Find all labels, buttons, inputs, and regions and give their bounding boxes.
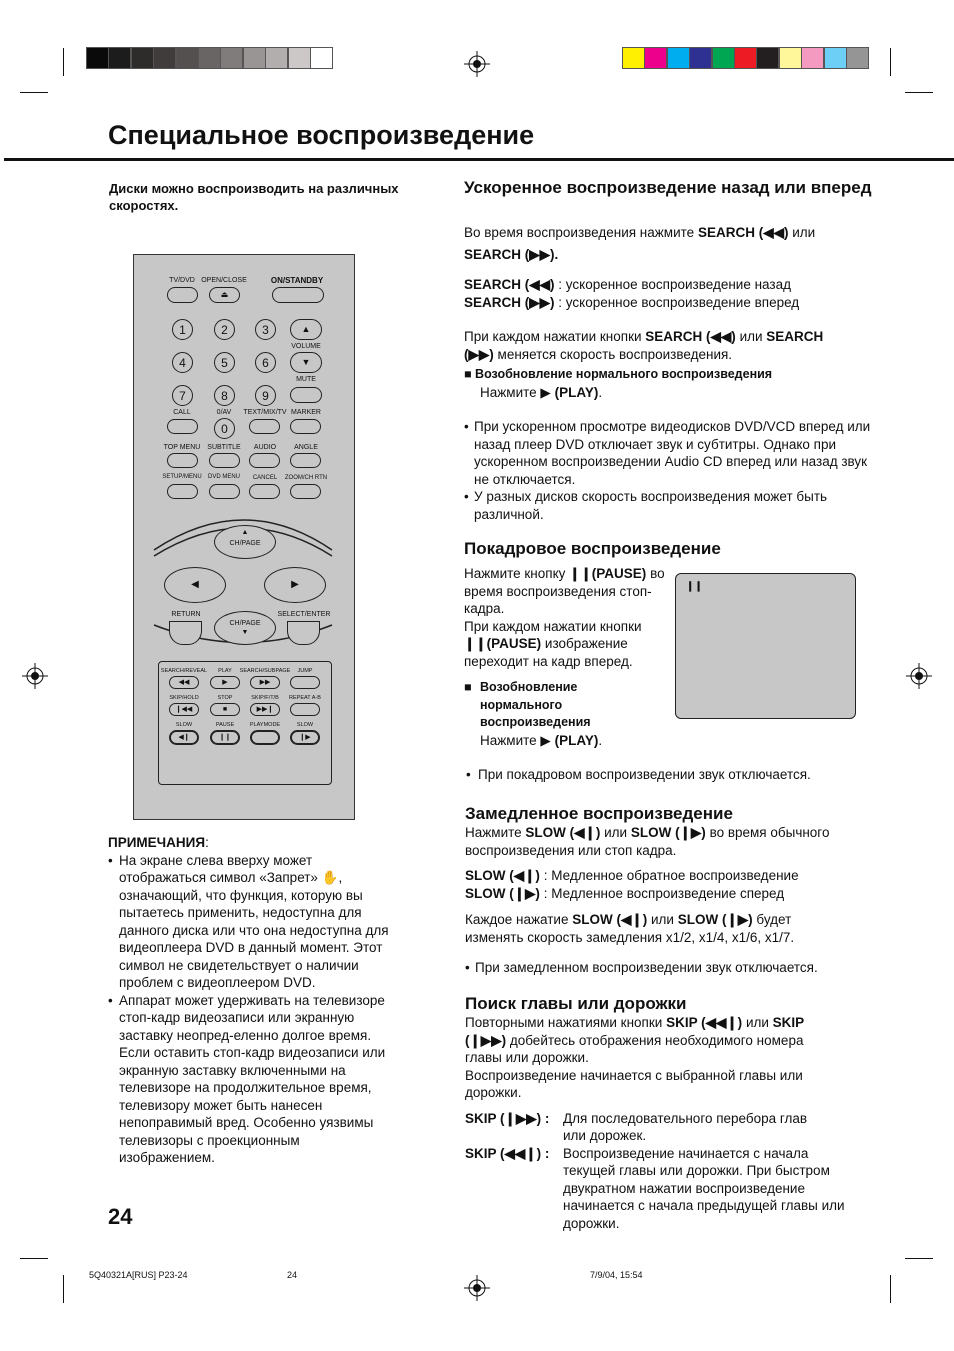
- right-arrow-button: [264, 567, 326, 603]
- remote-label: ON/STANDBY: [270, 276, 324, 285]
- text-line: Нажмите ▶ (PLAY).: [480, 384, 603, 400]
- search-text: [464, 224, 874, 523]
- remote-label: SLOW: [296, 722, 314, 728]
- digit-8-button: 8: [214, 385, 235, 406]
- playmode-button: [250, 730, 280, 745]
- text: воспроизведения или стоп кадра.: [465, 842, 677, 858]
- notes-colon: :: [205, 835, 209, 850]
- pause-icon: ❙❙: [569, 566, 592, 581]
- text: При замедленном воспроизведении звук отключается.: [475, 960, 818, 975]
- remote-label: MUTE: [296, 376, 316, 383]
- text: или: [650, 912, 674, 927]
- dvd-menu-button: [209, 484, 240, 499]
- registration-mark-icon: [22, 663, 48, 689]
- remote-label: OPEN/CLOSE: [201, 277, 247, 284]
- registration-mark-icon: [464, 51, 490, 77]
- text-line: [465, 842, 875, 860]
- text: или: [604, 825, 628, 840]
- skip-forward-button: ▶▶❙: [250, 703, 280, 716]
- text-line: [465, 929, 875, 947]
- text: (PLAY): [554, 384, 599, 400]
- return-button: [169, 621, 202, 645]
- text: SLOW (❙▶): [630, 825, 706, 840]
- digit-4-button: 4: [172, 352, 193, 373]
- color-swatch: [801, 47, 824, 69]
- top-menu-button: [167, 453, 198, 468]
- text: Нажмите кнопку: [464, 566, 566, 581]
- skip-back-button: ❙◀◀: [169, 703, 199, 716]
- gray-swatch: [176, 47, 199, 69]
- eject-icon: ⏏: [220, 290, 229, 299]
- text: меняется скорость воспроизведения.: [497, 346, 733, 362]
- remote-label: ZOOM/CH RTN: [284, 475, 328, 481]
- color-swatch: [644, 47, 667, 69]
- text: SEARCH (◀◀): [464, 277, 555, 292]
- text: Нажмите: [480, 384, 537, 400]
- mute-button: [290, 387, 322, 403]
- remote-label: SUBTITLE: [207, 444, 241, 451]
- title-rule: [4, 158, 954, 161]
- color-swatch: [712, 47, 735, 69]
- digit-6-button: 6: [255, 352, 276, 373]
- text: добейтесь отображения необходимого номера: [509, 1032, 804, 1048]
- text: (PLAY): [554, 732, 599, 748]
- footer-code: 5Q40321A[RUS] P23-24: [89, 1270, 188, 1280]
- notes-heading: ПРИМЕЧАНИЯ: [108, 835, 206, 850]
- text-line: [464, 294, 874, 312]
- remote-label: SEARCH/SUBPAGE: [239, 668, 291, 674]
- text: Каждое нажатие: [465, 912, 569, 927]
- setup-menu-button: [167, 484, 198, 499]
- page-title: Специальное воспроизведение: [108, 120, 535, 150]
- zoom-button: [290, 484, 321, 499]
- text: или: [739, 329, 763, 344]
- text: Воспроизведение начинается с выбранной главы или дорожки.: [465, 1067, 803, 1100]
- bullet-icon: •: [466, 767, 471, 782]
- play-button: ▶: [210, 676, 240, 689]
- text: SLOW (❙▶): [677, 912, 753, 927]
- resume-heading: [464, 679, 674, 732]
- text-line: [465, 1032, 865, 1050]
- remote-label: CALL: [173, 409, 191, 416]
- triangle-down-icon: ▼: [301, 357, 311, 367]
- section-heading-search: Ускоренное воспроизведение назад или вперед: [464, 178, 872, 197]
- text-line: [465, 1049, 865, 1067]
- remote-label: SKIP/HOLD: [169, 695, 199, 701]
- pause-icon: ❙❙: [464, 636, 487, 651]
- angle-button: [290, 453, 321, 468]
- text-line: [465, 824, 875, 842]
- text: (❙▶▶): [465, 1032, 507, 1048]
- text: Нажмите: [480, 732, 537, 748]
- gray-swatch: [198, 47, 221, 69]
- pause-icon: ❙❙: [686, 581, 703, 592]
- note-item: [108, 992, 393, 1167]
- square-bullet-icon: ■: [464, 680, 472, 694]
- notes-block: [108, 834, 393, 1167]
- text: (PAUSE): [486, 636, 542, 651]
- resume-heading: [464, 366, 874, 384]
- color-swatch: [824, 47, 847, 69]
- crop-mark: [20, 1258, 48, 1259]
- search-reverse-button: ◀◀: [169, 676, 199, 689]
- crop-mark: [63, 48, 64, 76]
- remote-label: DVD MENU: [207, 474, 241, 480]
- bullet-icon: •: [464, 419, 469, 434]
- gray-swatch: [243, 47, 266, 69]
- text-line: [464, 328, 874, 346]
- text-line: [464, 618, 674, 671]
- text-line: [464, 565, 674, 618]
- note-item: [108, 852, 393, 992]
- gray-swatch: [265, 47, 288, 69]
- registration-mark-icon: [464, 1275, 490, 1301]
- text: Нажмите: [465, 825, 522, 840]
- square-bullet-icon: ■: [464, 367, 472, 381]
- volume-up-button: [290, 319, 322, 340]
- text: Повторными нажатиями кнопки: [465, 1015, 663, 1030]
- remote-label: TV/DVD: [169, 277, 195, 284]
- text: SEARCH (▶▶): [464, 294, 555, 310]
- digit-3-button: 3: [255, 319, 276, 340]
- crop-mark: [890, 48, 891, 76]
- text: При каждом нажатии кнопки: [464, 618, 642, 634]
- section-heading-slow: Замедленное воспроизведение: [465, 804, 733, 823]
- remote-label: ANGLE: [294, 444, 318, 451]
- triangle-right-icon: ▶: [291, 579, 299, 590]
- text: SKIP (◀◀❙) :: [465, 1145, 550, 1161]
- text: : ускоренное воспроизведение назад: [558, 277, 791, 292]
- note-text: Аппарат может удерживать на телевизоре стоп-кадр видеозаписи или экранную заставку неопред-еленно долгое время. Если оставить стоп-кадр видеозаписи или экранную заставку включенными на телевизоре на продолжительное время, телевизору может быть нанесен непоправимый вред. Особенно уязвимы телевизоры с проекционным изображением.: [119, 992, 386, 1165]
- left-intro: Диски можно воспроизводить на различных скоростях.: [109, 181, 399, 213]
- page-number: 24: [108, 1204, 133, 1229]
- remote-label: SETUP/MENU: [162, 474, 202, 480]
- text: будет: [756, 912, 792, 927]
- footer-date: 7/9/04, 15:54: [590, 1270, 643, 1280]
- text: У разных дисков скорость воспроизведения может быть различной.: [474, 489, 828, 522]
- subtitle-button: [209, 453, 240, 468]
- bullet-icon: •: [108, 852, 113, 868]
- remote-label: RETURN: [171, 611, 201, 618]
- text-line: [464, 224, 874, 242]
- search-forward-button: ▶▶: [250, 676, 280, 689]
- text: : Медленное обратное воспроизведение: [543, 868, 799, 883]
- search-bullets: [464, 418, 874, 523]
- section-heading-skip: Поиск главы или дорожки: [465, 994, 687, 1013]
- ch-page-down-button: [214, 611, 276, 645]
- remote-label: VOLUME: [291, 343, 321, 350]
- gray-swatch: [131, 47, 154, 69]
- note-text: На экране слева вверху может отображаться символ «Запрет» ✋, означающий, что функция, которую вы пытаетесь применить, недоступна для данного диска или что она недоступна для видеоплеера DVD в данный момент. Этот символ не свидетельствует о наличии проблем с видеоплеером DVD.: [119, 852, 389, 990]
- text: Возобновление нормального воспроизведения: [475, 367, 773, 381]
- text: При покадровом воспроизведении звук отключается.: [478, 767, 811, 782]
- gray-swatch: [108, 47, 131, 69]
- crop-mark: [20, 92, 48, 93]
- remote-control-illustration: [133, 254, 355, 820]
- text: Воспроизведение начинается с начала текущей главы или дорожки. При быстром двукратном нажатии воспроизведение начинается с начала предыдущей главы или дорожки.: [563, 1145, 845, 1231]
- text-line: [465, 959, 875, 977]
- remote-label: 0/AV: [216, 409, 232, 416]
- remote-label: AUDIO: [253, 444, 277, 451]
- remote-label: TOP MENU: [163, 444, 201, 451]
- color-swatch: [779, 47, 802, 69]
- left-arrow-button: [164, 567, 226, 603]
- remote-label: SKIP/F/T/B: [251, 695, 279, 701]
- text: SEARCH: [766, 329, 824, 344]
- tvdvd-button: [167, 287, 198, 303]
- remote-label: PAUSE: [215, 722, 235, 728]
- text: Для последовательного перебора глав или дорожек.: [563, 1110, 808, 1143]
- marker-button: [290, 419, 321, 434]
- jump-button: [290, 676, 320, 689]
- text-mix-button: [249, 419, 280, 434]
- remote-label: SLOW: [175, 722, 193, 728]
- digit-7-button: 7: [172, 385, 193, 406]
- text: Во время воспроизведения нажмите: [464, 225, 695, 240]
- remote-label: PLAYMODE: [249, 722, 281, 728]
- remote-label: STOP: [217, 695, 233, 701]
- triangle-down-icon: ▼: [241, 629, 249, 636]
- skip-row: [465, 1110, 865, 1145]
- notes-heading-line: [108, 834, 393, 852]
- triangle-left-icon: ◀: [191, 579, 199, 590]
- remote-label: CANCEL: [252, 475, 278, 481]
- text-line: [465, 911, 875, 929]
- frame-text: [464, 565, 674, 749]
- text: При каждом нажатии кнопки: [464, 329, 642, 344]
- skip-row: [465, 1145, 865, 1233]
- crop-mark: [63, 1275, 64, 1303]
- footer-number: 24: [287, 1270, 298, 1280]
- triangle-up-icon: ▲: [301, 324, 311, 334]
- repeat-button: [290, 703, 320, 716]
- digit-0-button: 0: [214, 418, 235, 439]
- bullet-icon: •: [108, 992, 113, 1008]
- text-line: [465, 1067, 835, 1102]
- text: SLOW (◀❙): [465, 868, 540, 883]
- text-line: [465, 867, 875, 885]
- text: SEARCH (◀◀): [697, 225, 789, 240]
- audio-button: [249, 453, 280, 468]
- gray-swatch: [86, 47, 109, 69]
- pause-button: ❙❙: [210, 730, 240, 745]
- text: : Медленное воспроизведение сперед: [543, 885, 785, 901]
- color-swatch: [622, 47, 645, 69]
- text: : ускоренное воспроизведение вперед: [558, 294, 800, 310]
- text: Возобновление нормального воспроизведения: [480, 680, 591, 729]
- gray-swatch: [153, 47, 176, 69]
- text: SEARCH (◀◀): [645, 329, 736, 344]
- standby-button: [272, 287, 324, 303]
- text: SEARCH (▶▶).: [464, 246, 559, 262]
- text: изменять скорость замедления x1/2, x1/4, x1/6, x1/7.: [465, 929, 795, 945]
- play-icon: ▶: [540, 732, 551, 748]
- crop-mark: [905, 92, 933, 93]
- stop-button: ■: [210, 703, 240, 716]
- bullet-icon: •: [464, 489, 469, 504]
- play-icon: ▶: [540, 384, 551, 400]
- gray-swatch: [288, 47, 311, 69]
- triangle-up-icon: ▲: [241, 529, 249, 536]
- text: SKIP (❙▶▶) :: [465, 1110, 550, 1126]
- skip-text: [465, 1014, 865, 1232]
- bullet-icon: •: [465, 960, 470, 975]
- text: SLOW (❙▶): [465, 885, 540, 901]
- text: SKIP: [772, 1015, 805, 1030]
- color-swatch: [734, 47, 757, 69]
- text: во время воспроизведения стоп-кадра.: [464, 566, 665, 616]
- text: SLOW (◀❙): [572, 912, 648, 927]
- remote-label: PLAY: [218, 668, 232, 674]
- text: или: [745, 1015, 769, 1030]
- slow-forward-button: ❙▶: [290, 730, 320, 745]
- text-line: [464, 276, 874, 294]
- text-line: [464, 246, 874, 264]
- text: (▶▶): [464, 346, 494, 362]
- remote-label: REPEAT A-B: [289, 695, 321, 701]
- text-line: [465, 1014, 865, 1032]
- tv-screen-illustration: [675, 573, 856, 719]
- color-swatch: [846, 47, 869, 69]
- frame-bullet: [466, 766, 811, 784]
- volume-down-button: [290, 352, 322, 373]
- color-swatch: [756, 47, 779, 69]
- text: изображение переходит на кадр вперед.: [464, 636, 633, 669]
- text-line: Нажмите ▶ (PLAY).: [480, 732, 603, 748]
- remote-label: SELECT/ENTER: [277, 611, 331, 618]
- text-line: [465, 885, 875, 903]
- gray-swatch: [220, 47, 243, 69]
- open-close-button: [209, 287, 240, 303]
- text: SKIP (◀◀❙): [666, 1015, 743, 1030]
- text: При ускоренном просмотре видеодисков DVD/VCD вперед или назад плеер DVD отключает звук и субтитры. Однако при ускоренном воспроизведении Audio CD вперед или назад звук не отключается.: [474, 419, 871, 487]
- crop-mark: [905, 1258, 933, 1259]
- call-button: [167, 419, 198, 434]
- remote-label: TEXT/MIX/TV: [243, 409, 287, 416]
- remote-label: CH/PAGE: [229, 620, 261, 627]
- slow-reverse-button: ◀❙: [169, 730, 199, 745]
- digit-1-button: 1: [172, 319, 193, 340]
- gray-swatch: [310, 47, 333, 69]
- text: во время обычного: [709, 825, 830, 840]
- cancel-button: [249, 484, 280, 499]
- text-line: [464, 346, 874, 364]
- color-swatch: [689, 47, 712, 69]
- crop-mark: [890, 1275, 891, 1303]
- list-item: [464, 488, 874, 523]
- section-heading-frame: Покадровое воспроизведение: [464, 539, 721, 558]
- registration-mark-icon: [906, 663, 932, 689]
- remote-label: JUMP: [297, 668, 313, 674]
- remote-label: SEARCH/REVEAL: [160, 668, 208, 674]
- remote-label: MARKER: [291, 409, 321, 416]
- remote-label: CH/PAGE: [229, 540, 261, 547]
- select-enter-button: [287, 621, 320, 645]
- slow-text: [465, 824, 875, 977]
- text: или: [792, 225, 816, 240]
- text: главы или дорожки.: [465, 1050, 589, 1065]
- color-swatch: [667, 47, 690, 69]
- text: (PAUSE): [591, 566, 647, 581]
- digit-5-button: 5: [214, 352, 235, 373]
- digit-2-button: 2: [214, 319, 235, 340]
- text: SLOW (◀❙): [525, 825, 601, 840]
- digit-9-button: 9: [255, 385, 276, 406]
- list-item: [464, 418, 874, 488]
